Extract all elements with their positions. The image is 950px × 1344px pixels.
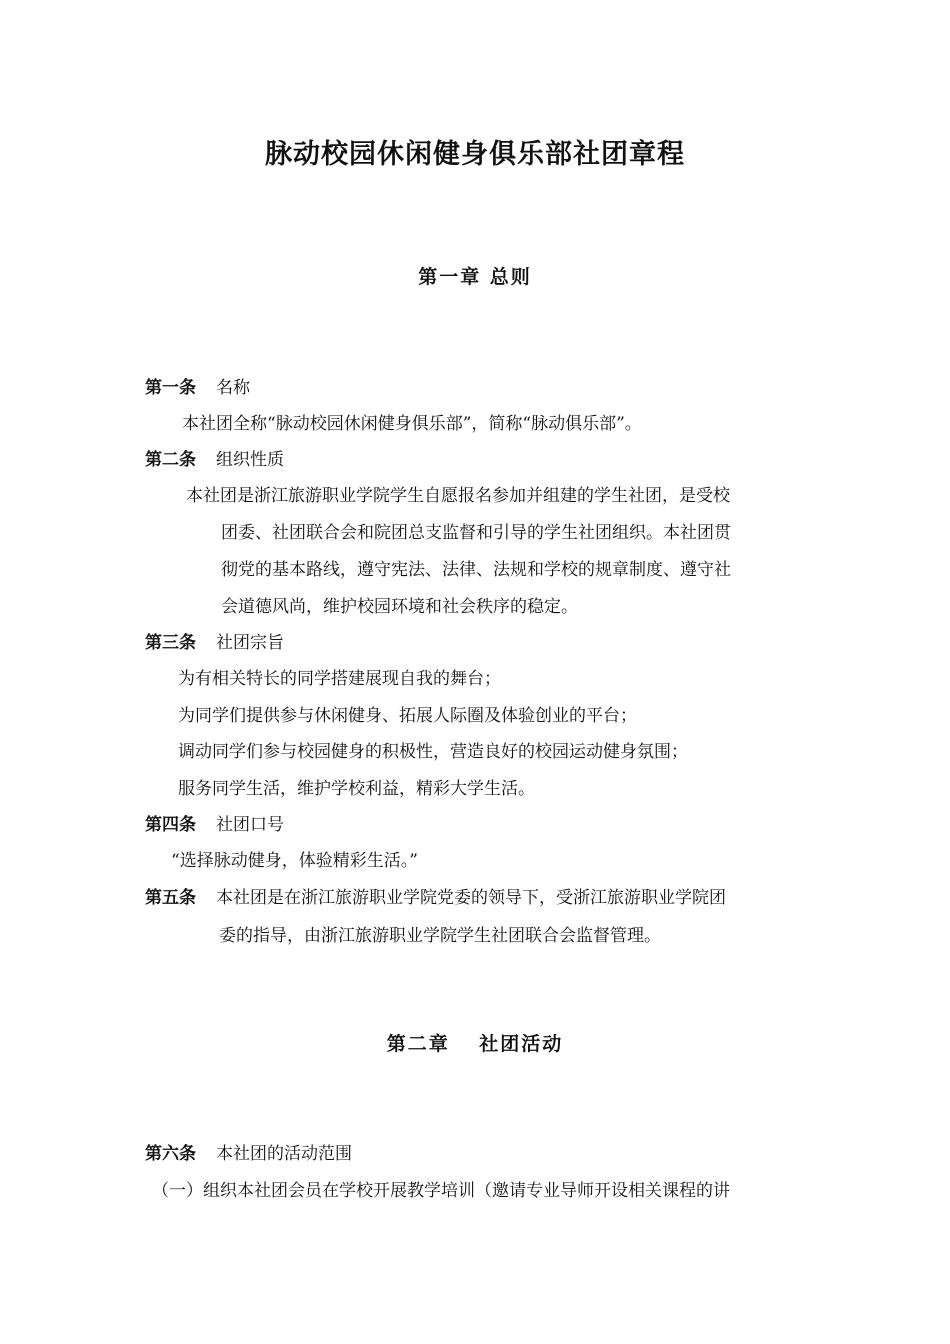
article-2-label: 第二条 bbox=[145, 450, 196, 470]
article-2-text-line: 本社团是浙江旅游职业学院学生自愿报名参加并组建的学生社团，是受校 bbox=[186, 486, 730, 506]
article-1-label: 第一条 bbox=[145, 378, 196, 398]
chapter-2-heading: 第二章 社团活动 bbox=[386, 1033, 564, 1055]
chapter-1-heading: 第一章 总则 bbox=[418, 266, 532, 288]
article-4-label: 第四条 bbox=[145, 815, 196, 835]
article-2 bbox=[145, 448, 284, 472]
article-3 bbox=[145, 631, 284, 655]
article-4-heading: 社团口号 bbox=[216, 815, 284, 835]
article-1-heading: 名称 bbox=[216, 378, 250, 398]
article-2-heading: 组织性质 bbox=[216, 450, 284, 470]
article-5-heading: 本社团是在浙江旅游职业学院党委的领导下，受浙江旅游职业学院团 bbox=[216, 888, 726, 908]
article-3-text-line: 为同学们提供参与休闲健身、拓展人际圈及体验创业的平台； bbox=[178, 706, 637, 726]
article-2-text-line: 团委、社团联合会和院团总支监督和引导的学生社团组织。本社团贯 bbox=[221, 523, 731, 543]
article-2-text-line: 会道德风尚，维护校园环境和社会秩序的稳定。 bbox=[221, 597, 578, 617]
article-3-heading: 社团宗旨 bbox=[216, 633, 284, 653]
article-5 bbox=[145, 886, 726, 910]
article-5-label: 第五条 bbox=[145, 888, 196, 908]
article-1-text-line: 本社团全称“脉动校园休闲健身俱乐部”，简称“脉动俱乐部”。 bbox=[182, 414, 642, 434]
article-3-text-line: 服务同学生活，维护学校利益，精彩大学生活。 bbox=[178, 779, 535, 799]
article-4-text-line: “选择脉动健身，体验精彩生活。” bbox=[171, 851, 418, 871]
article-6-label: 第六条 bbox=[145, 1144, 196, 1164]
article-3-text-line: 为有相关特长的同学搭建展现自我的舞台； bbox=[178, 669, 501, 689]
article-2-text-line: 彻党的基本路线，遵守宪法、法律、法规和学校的规章制度、遵守社 bbox=[221, 560, 731, 580]
article-3-label: 第三条 bbox=[145, 633, 196, 653]
article-6-text-line: （一）组织本社团会员在学校开展教学培训（邀请专业导师开设相关课程的讲 bbox=[152, 1181, 730, 1201]
article-1 bbox=[145, 376, 250, 400]
article-6-heading: 本社团的活动范围 bbox=[216, 1144, 352, 1164]
article-4 bbox=[145, 813, 284, 837]
document-title: 脉动校园休闲健身俱乐部社团章程 bbox=[265, 139, 685, 170]
article-5-text-line: 委的指导，由浙江旅游职业学院学生社团联合会监督管理。 bbox=[219, 926, 661, 946]
article-6 bbox=[145, 1142, 352, 1166]
article-3-text-line: 调动同学们参与校园健身的积极性，营造良好的校园运动健身氛围； bbox=[178, 742, 688, 762]
